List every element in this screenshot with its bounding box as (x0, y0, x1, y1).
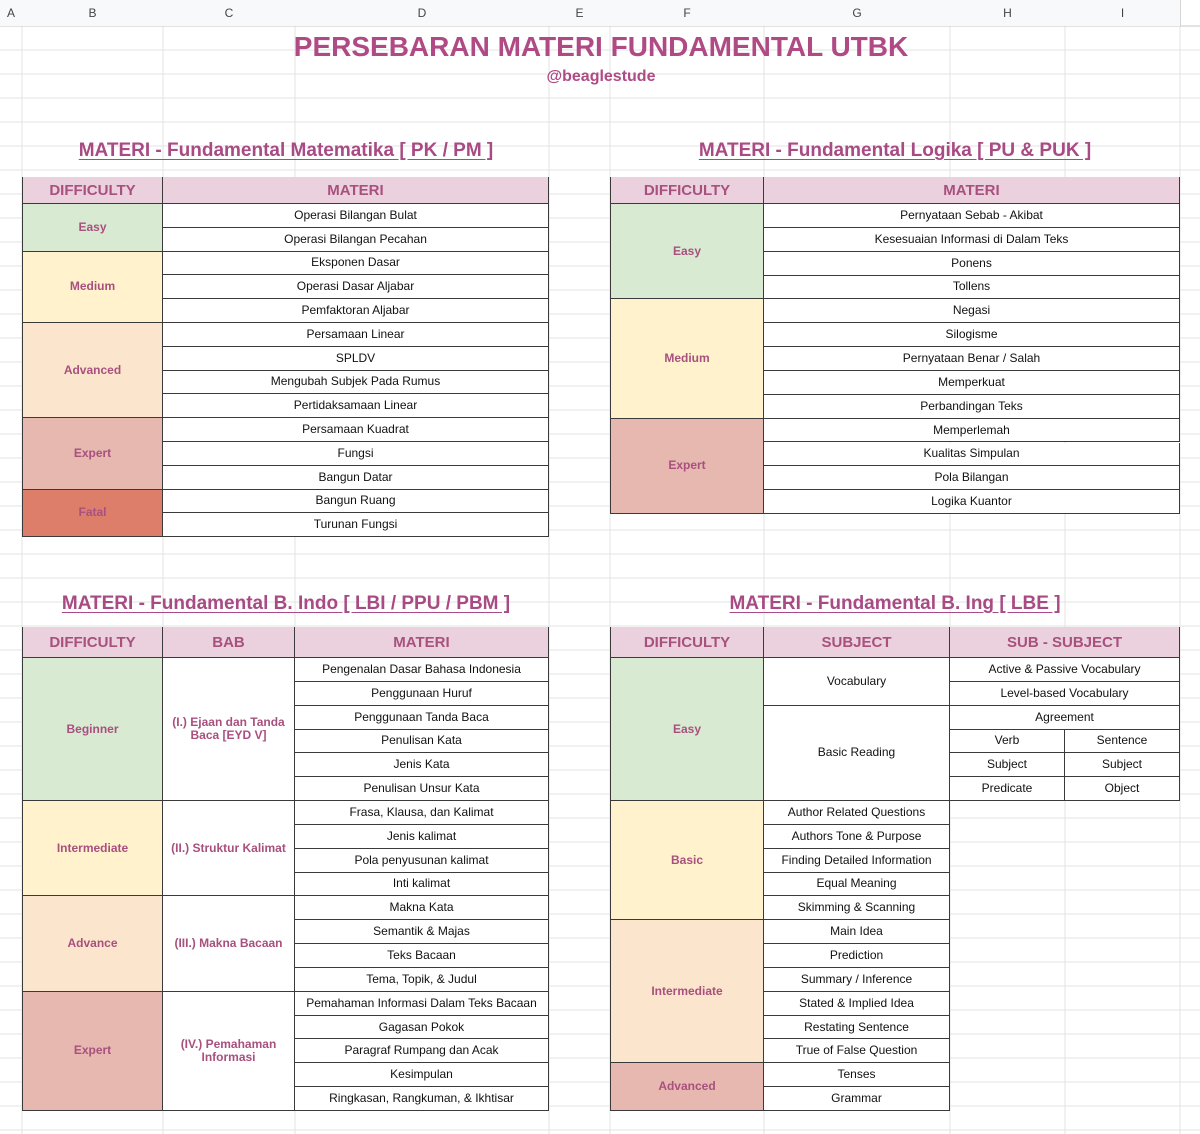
ing-subject-cell[interactable]: Finding Detailed Information (764, 849, 950, 873)
logic-materi-cell[interactable]: Pernyataan Sebab - Akibat (764, 204, 1180, 228)
math-header-difficulty: DIFFICULTY (22, 177, 163, 204)
column-header-b[interactable]: B (22, 0, 164, 26)
indo-materi-cell[interactable]: Penggunaan Tanda Baca (295, 706, 549, 730)
indo-materi-cell[interactable]: Inti kalimat (295, 873, 549, 897)
indo-materi-cell[interactable]: Penulisan Unsur Kata (295, 777, 549, 801)
ing-difficulty-easy: Easy (610, 658, 764, 801)
logic-materi-cell[interactable]: Tollens (764, 276, 1180, 300)
ing-subject-cell[interactable]: Equal Meaning (764, 873, 950, 897)
ing-agreement-left-cell[interactable]: Verb (950, 730, 1065, 754)
logic-header-difficulty: DIFFICULTY (610, 177, 764, 204)
column-header-d[interactable]: D (295, 0, 550, 26)
math-difficulty-medium: Medium (22, 252, 163, 323)
indo-difficulty-advance: Advance (22, 896, 163, 991)
column-header-i[interactable]: I (1065, 0, 1181, 26)
indo-materi-cell[interactable]: Jenis Kata (295, 753, 549, 777)
indo-materi-cell[interactable]: Gagasan Pokok (295, 1016, 549, 1040)
column-header-c[interactable]: C (163, 0, 296, 26)
indo-materi-cell[interactable]: Teks Bacaan (295, 944, 549, 968)
ing-subject-cell[interactable]: Author Related Questions (764, 801, 950, 825)
indo-materi-cell[interactable]: Pemahaman Informasi Dalam Teks Bacaan (295, 992, 549, 1016)
ing-agreement-right-cell[interactable]: Subject (1065, 753, 1180, 777)
ing-subject-cell[interactable]: Authors Tone & Purpose (764, 825, 950, 849)
indo-difficulty-beginner: Beginner (22, 658, 163, 801)
math-difficulty-advanced: Advanced (22, 323, 163, 418)
ing-subject-cell[interactable]: Tenses (764, 1063, 950, 1087)
ing-subject-cell[interactable]: Restating Sentence (764, 1016, 950, 1040)
math-section-title: MATERI - Fundamental Matematika [ PK / PM ] (78, 140, 494, 161)
ing-sub-subject-cell[interactable]: Active & Passive Vocabulary (950, 658, 1180, 682)
ing-agreement-right-cell[interactable]: Sentence (1065, 730, 1180, 754)
column-header-e[interactable]: E (549, 0, 611, 26)
math-materi-cell[interactable]: Mengubah Subjek Pada Rumus (163, 371, 549, 395)
ing-section-title: MATERI - Fundamental B. Ing [ LBE ] (729, 593, 1061, 614)
ing-sub-subject-agreement[interactable]: Agreement (950, 706, 1180, 730)
indo-bab-cell: (I.) Ejaan dan Tanda Baca [EYD V] (163, 658, 295, 801)
indo-section-title: MATERI - Fundamental B. Indo [ LBI / PPU / PBM ] (61, 593, 511, 614)
logic-difficulty-expert: Expert (610, 419, 764, 514)
indo-materi-cell[interactable]: Ringkasan, Rangkuman, & Ikhtisar (295, 1087, 549, 1111)
ing-subject-cell[interactable]: Stated & Implied Idea (764, 992, 950, 1016)
math-materi-cell[interactable]: Pemfaktoran Aljabar (163, 299, 549, 323)
indo-materi-cell[interactable]: Frasa, Klausa, dan Kalimat (295, 801, 549, 825)
logic-header-materi: MATERI (764, 177, 1180, 204)
indo-header-materi: MATERI (295, 627, 549, 658)
ing-difficulty-advanced: Advanced (610, 1063, 764, 1111)
ing-header-subject: SUBJECT (764, 627, 950, 658)
math-header-materi: MATERI (163, 177, 549, 204)
logic-materi-cell[interactable]: Memperkuat (764, 371, 1180, 395)
math-materi-cell[interactable]: Bangun Ruang (163, 490, 549, 514)
ing-difficulty-basic: Basic (610, 801, 764, 920)
indo-materi-cell[interactable]: Paragraf Rumpang dan Acak (295, 1039, 549, 1063)
indo-bab-cell: (IV.) Pemahaman Informasi (163, 992, 295, 1111)
indo-materi-cell[interactable]: Tema, Topik, & Judul (295, 968, 549, 992)
ing-subject-cell[interactable]: True of False Question (764, 1039, 950, 1063)
indo-materi-cell[interactable]: Pola penyusunan kalimat (295, 849, 549, 873)
indo-header-difficulty: DIFFICULTY (22, 627, 163, 658)
ing-subject-cell[interactable]: Grammar (764, 1087, 950, 1111)
ing-header-difficulty: DIFFICULTY (610, 627, 764, 658)
column-header-a[interactable]: A (0, 0, 23, 26)
math-difficulty-easy: Easy (22, 204, 163, 252)
column-header-g[interactable]: G (764, 0, 951, 26)
indo-difficulty-intermediate: Intermediate (22, 801, 163, 896)
logic-section-title: MATERI - Fundamental Logika [ PU & PUK ] (698, 140, 1092, 161)
ing-agreement-left-cell[interactable]: Subject (950, 753, 1065, 777)
math-materi-cell[interactable]: Operasi Bilangan Pecahan (163, 228, 549, 252)
logic-materi-cell[interactable]: Pernyataan Benar / Salah (764, 347, 1180, 371)
indo-difficulty-expert: Expert (22, 992, 163, 1111)
logic-materi-cell[interactable]: Pola Bilangan (764, 466, 1180, 490)
ing-subject-vocabulary[interactable]: Vocabulary (764, 658, 950, 706)
math-materi-cell[interactable]: Operasi Bilangan Bulat (163, 204, 549, 228)
logic-materi-cell[interactable]: Kesesuaian Informasi di Dalam Teks (764, 228, 1180, 252)
math-materi-cell[interactable]: Bangun Datar (163, 466, 549, 490)
column-header-h[interactable]: H (950, 0, 1066, 26)
math-difficulty-fatal: Fatal (22, 490, 163, 538)
indo-materi-cell[interactable]: Jenis kalimat (295, 825, 549, 849)
math-materi-cell[interactable]: Fungsi (163, 442, 549, 466)
logic-materi-cell[interactable]: Memperlemah (764, 419, 1180, 443)
logic-materi-cell[interactable]: Kualitas Simpulan (764, 443, 1180, 467)
indo-materi-cell[interactable]: Makna Kata (295, 896, 549, 920)
page-title: PERSEBARAN MATERI FUNDAMENTAL UTBK (293, 31, 909, 62)
ing-subject-cell[interactable]: Skimming & Scanning (764, 896, 950, 920)
indo-bab-cell: (II.) Struktur Kalimat (163, 801, 295, 896)
logic-materi-cell[interactable]: Negasi (764, 299, 1180, 323)
ing-header-sub-subject: SUB - SUBJECT (950, 627, 1180, 658)
ing-subject-cell[interactable]: Main Idea (764, 920, 950, 944)
indo-materi-cell[interactable]: Kesimpulan (295, 1063, 549, 1087)
logic-difficulty-easy: Easy (610, 204, 764, 299)
math-materi-cell[interactable]: Persamaan Kuadrat (163, 418, 549, 442)
math-materi-cell[interactable]: Persamaan Linear (163, 323, 549, 347)
indo-materi-cell[interactable]: Semantik & Majas (295, 920, 549, 944)
indo-materi-cell[interactable]: Pengenalan Dasar Bahasa Indonesia (295, 658, 549, 682)
logic-materi-cell[interactable]: Logika Kuantor (764, 490, 1180, 514)
logic-difficulty-medium: Medium (610, 299, 764, 418)
ing-agreement-right-cell[interactable]: Object (1065, 777, 1180, 801)
math-difficulty-expert: Expert (22, 418, 163, 489)
page-subtitle: @beaglestude (546, 68, 656, 85)
indo-materi-cell[interactable]: Penggunaan Huruf (295, 682, 549, 706)
math-materi-cell[interactable]: Pertidaksamaan Linear (163, 394, 549, 418)
ing-subject-cell[interactable]: Prediction (764, 944, 950, 968)
column-header-f[interactable]: F (610, 0, 765, 26)
math-materi-cell[interactable]: Turunan Fungsi (163, 513, 549, 537)
indo-header-bab: BAB (163, 627, 295, 658)
ing-agreement-left-cell[interactable]: Predicate (950, 777, 1065, 801)
indo-materi-cell[interactable]: Penulisan Kata (295, 730, 549, 754)
ing-sub-subject-cell[interactable]: Level-based Vocabulary (950, 682, 1180, 706)
logic-materi-cell[interactable]: Silogisme (764, 323, 1180, 347)
math-materi-cell[interactable]: SPLDV (163, 347, 549, 371)
logic-materi-cell[interactable]: Perbandingan Teks (764, 395, 1180, 419)
math-materi-cell[interactable]: Operasi Dasar Aljabar (163, 275, 549, 299)
ing-difficulty-intermediate: Intermediate (610, 920, 764, 1063)
math-materi-cell[interactable]: Eksponen Dasar (163, 252, 549, 276)
ing-subject-basic-reading[interactable]: Basic Reading (764, 706, 950, 801)
ing-subject-cell[interactable]: Summary / Inference (764, 968, 950, 992)
indo-bab-cell: (III.) Makna Bacaan (163, 896, 295, 991)
logic-materi-cell[interactable]: Ponens (764, 252, 1180, 276)
